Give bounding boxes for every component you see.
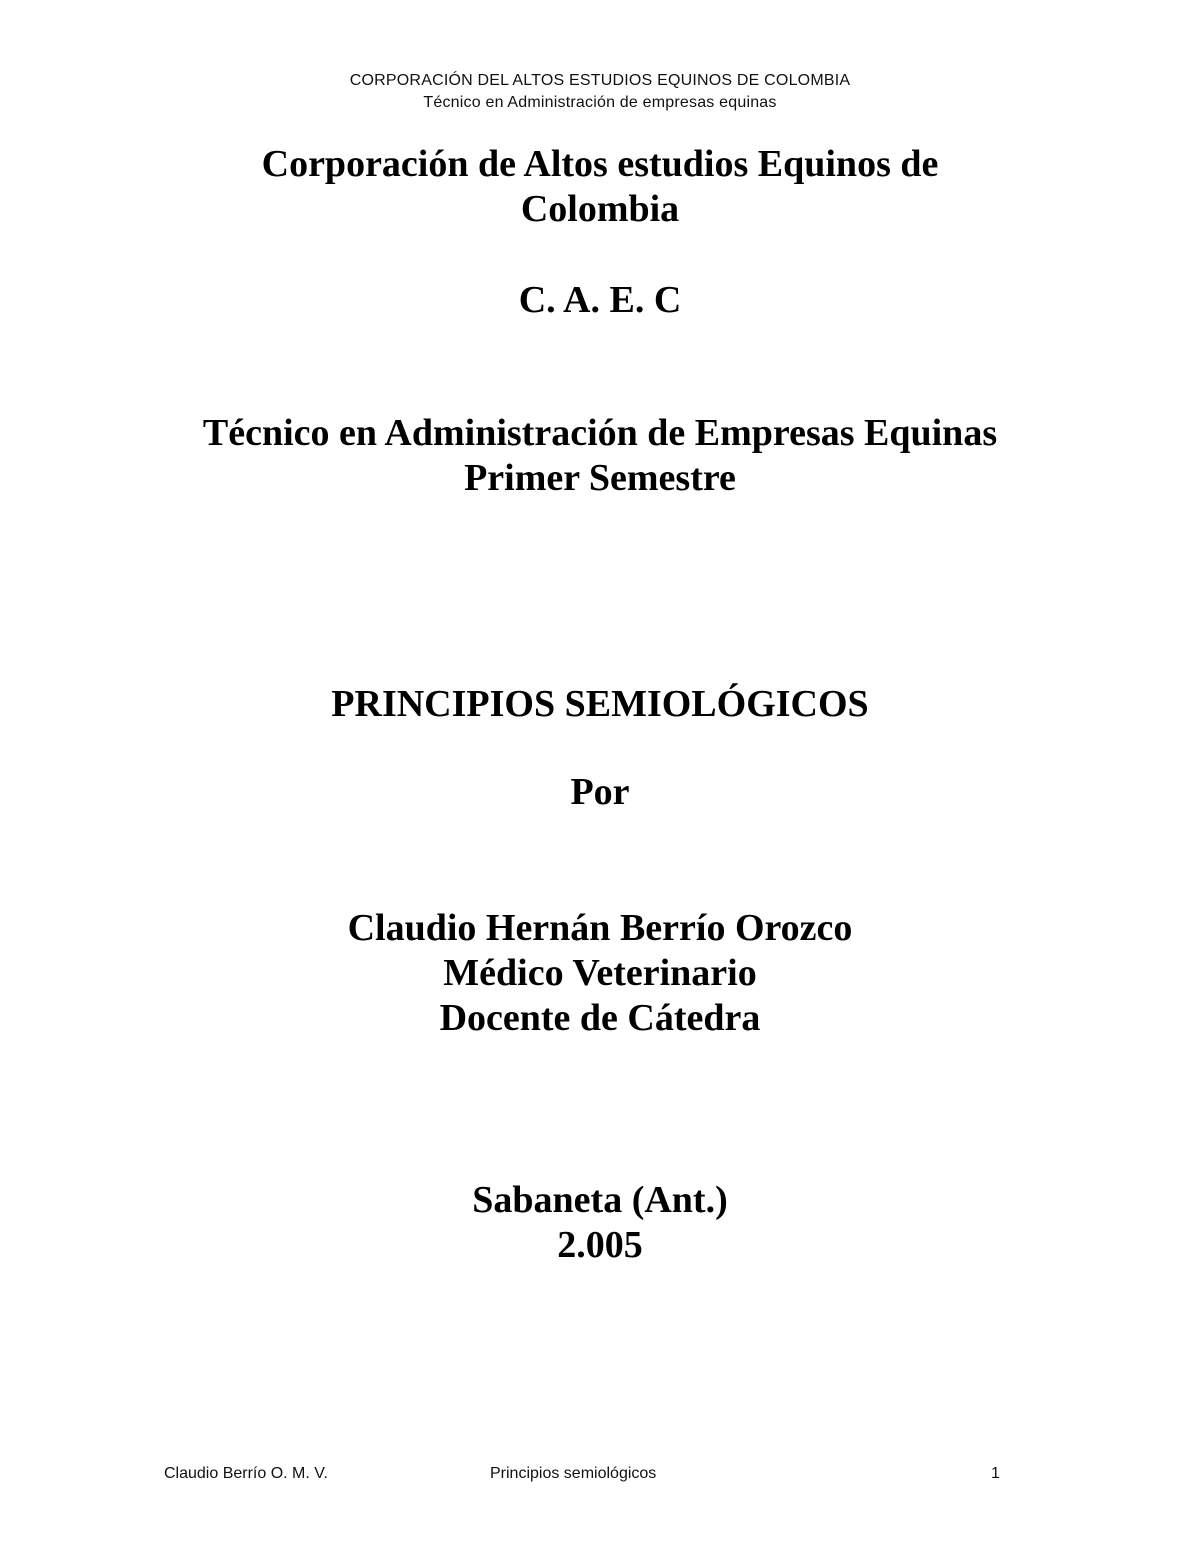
institution-name	[0, 142, 1200, 232]
running-footer	[0, 1462, 1200, 1486]
institution-acronym	[0, 278, 1200, 323]
place-date-block	[0, 1178, 1200, 1268]
page-number: 1	[991, 1465, 1000, 1482]
semester-label: Primer Semestre	[464, 457, 736, 499]
place-text: Sabaneta (Ant.)	[472, 1179, 728, 1221]
author-profession: Médico Veterinario	[443, 952, 757, 994]
document-title	[0, 682, 1200, 727]
program-block	[0, 411, 1200, 501]
institution-name-line2: Colombia	[520, 188, 680, 230]
institution-name-line1: Corporación de Altos estudios Equinos de	[261, 143, 939, 185]
author-name: Claudio Hernán Berrío Orozco	[347, 907, 853, 949]
author-block	[0, 906, 1200, 1041]
running-header	[0, 70, 1200, 114]
header-program: Técnico en Administración de empresas equinas	[423, 94, 777, 111]
program-name: Técnico en Administración de Empresas Equinas	[202, 412, 998, 454]
acronym-text: C. A. E. C	[518, 279, 682, 321]
year-text: 2.005	[557, 1224, 643, 1266]
by-label	[0, 770, 1200, 815]
author-role: Docente de Cátedra	[439, 997, 761, 1039]
footer-author: Claudio Berrío O. M. V.	[164, 1465, 328, 1482]
by-label-text: Por	[570, 771, 630, 813]
header-institution: CORPORACIÓN DEL ALTOS ESTUDIOS EQUINOS DE COLOMBIA	[349, 72, 851, 89]
document-title-text: PRINCIPIOS SEMIOLÓGICOS	[331, 683, 869, 725]
footer-title: Principios semiológicos	[490, 1465, 657, 1482]
